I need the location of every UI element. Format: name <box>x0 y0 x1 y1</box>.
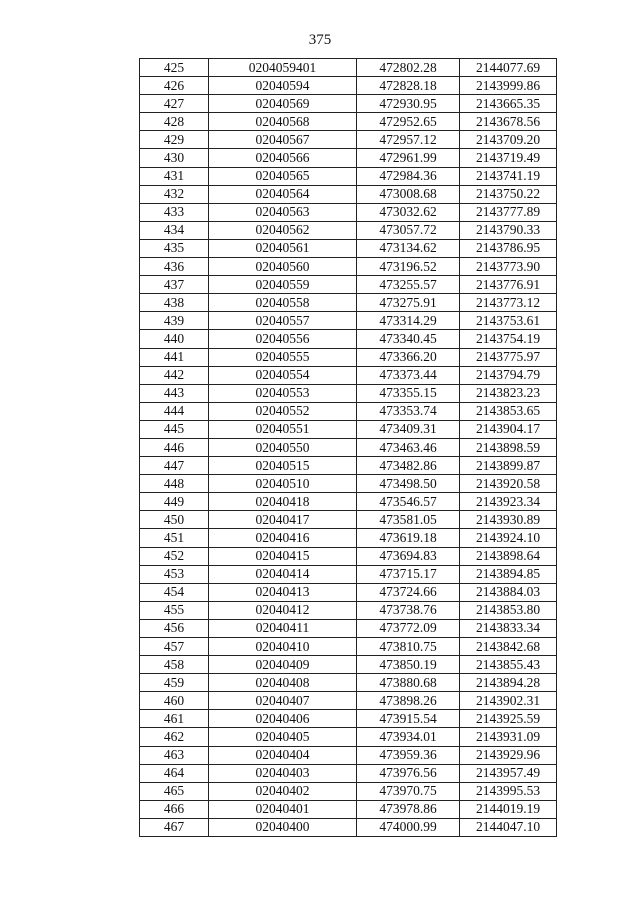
point-number-cell: 464 <box>140 764 209 782</box>
point-number-cell: 434 <box>140 221 209 239</box>
y-coordinate-cell: 2143786.95 <box>460 239 557 257</box>
x-coordinate-cell: 473978.86 <box>357 800 460 818</box>
point-number-cell: 463 <box>140 746 209 764</box>
point-number-cell: 444 <box>140 402 209 420</box>
x-coordinate-cell: 473353.74 <box>357 402 460 420</box>
table-row <box>140 547 557 565</box>
point-code-cell: 02040410 <box>209 638 357 656</box>
point-number-cell: 436 <box>140 258 209 276</box>
table-row <box>140 601 557 619</box>
x-coordinate-cell: 473409.31 <box>357 420 460 438</box>
y-coordinate-cell: 2143709.20 <box>460 131 557 149</box>
x-coordinate-cell: 473810.75 <box>357 638 460 656</box>
x-coordinate-cell: 473255.57 <box>357 276 460 294</box>
point-code-cell: 02040561 <box>209 239 357 257</box>
y-coordinate-cell: 2143833.34 <box>460 619 557 637</box>
x-coordinate-cell: 473314.29 <box>357 312 460 330</box>
y-coordinate-cell: 2143823.23 <box>460 384 557 402</box>
x-coordinate-cell: 472802.28 <box>357 59 460 77</box>
point-code-cell: 02040417 <box>209 511 357 529</box>
point-number-cell: 465 <box>140 782 209 800</box>
point-code-cell: 02040408 <box>209 674 357 692</box>
y-coordinate-cell: 2143775.97 <box>460 348 557 366</box>
y-coordinate-cell: 2143853.65 <box>460 402 557 420</box>
point-number-cell: 462 <box>140 728 209 746</box>
x-coordinate-cell: 473915.54 <box>357 710 460 728</box>
page-number: 375 <box>308 32 332 48</box>
point-code-cell: 02040566 <box>209 149 357 167</box>
x-coordinate-cell: 473772.09 <box>357 619 460 637</box>
y-coordinate-cell: 2143904.17 <box>460 420 557 438</box>
point-number-cell: 467 <box>140 818 209 836</box>
point-number-cell: 431 <box>140 167 209 185</box>
coordinates-table-body <box>140 59 557 837</box>
table-row <box>140 638 557 656</box>
point-code-cell: 02040553 <box>209 384 357 402</box>
point-number-cell: 428 <box>140 113 209 131</box>
x-coordinate-cell: 473880.68 <box>357 674 460 692</box>
point-number-cell: 445 <box>140 420 209 438</box>
y-coordinate-cell: 2143665.35 <box>460 95 557 113</box>
x-coordinate-cell: 473366.20 <box>357 348 460 366</box>
point-code-cell: 02040558 <box>209 294 357 312</box>
point-code-cell: 02040550 <box>209 438 357 456</box>
y-coordinate-cell: 2143899.87 <box>460 457 557 475</box>
point-number-cell: 452 <box>140 547 209 565</box>
point-number-cell: 438 <box>140 294 209 312</box>
y-coordinate-cell: 2143931.09 <box>460 728 557 746</box>
x-coordinate-cell: 472930.95 <box>357 95 460 113</box>
y-coordinate-cell: 2143999.86 <box>460 77 557 95</box>
point-number-cell: 460 <box>140 692 209 710</box>
y-coordinate-cell: 2143894.28 <box>460 674 557 692</box>
table-row <box>140 800 557 818</box>
y-coordinate-cell: 2143957.49 <box>460 764 557 782</box>
point-code-cell: 02040554 <box>209 366 357 384</box>
point-number-cell: 433 <box>140 203 209 221</box>
table-row <box>140 656 557 674</box>
table-row <box>140 239 557 257</box>
point-number-cell: 427 <box>140 95 209 113</box>
x-coordinate-cell: 472957.12 <box>357 131 460 149</box>
point-number-cell: 439 <box>140 312 209 330</box>
table-row <box>140 59 557 77</box>
point-code-cell: 02040565 <box>209 167 357 185</box>
y-coordinate-cell: 2143898.59 <box>460 438 557 456</box>
y-coordinate-cell: 2143995.53 <box>460 782 557 800</box>
y-coordinate-cell: 2143898.64 <box>460 547 557 565</box>
x-coordinate-cell: 473275.91 <box>357 294 460 312</box>
table-row <box>140 529 557 547</box>
x-coordinate-cell: 473498.50 <box>357 475 460 493</box>
table-row <box>140 674 557 692</box>
table-row <box>140 818 557 836</box>
y-coordinate-cell: 2143924.10 <box>460 529 557 547</box>
point-number-cell: 441 <box>140 348 209 366</box>
point-code-cell: 02040563 <box>209 203 357 221</box>
table-row <box>140 366 557 384</box>
point-number-cell: 440 <box>140 330 209 348</box>
y-coordinate-cell: 2143754.19 <box>460 330 557 348</box>
table-row <box>140 746 557 764</box>
table-row <box>140 258 557 276</box>
point-code-cell: 02040405 <box>209 728 357 746</box>
point-code-cell: 02040402 <box>209 782 357 800</box>
point-code-cell: 02040400 <box>209 818 357 836</box>
point-number-cell: 466 <box>140 800 209 818</box>
point-number-cell: 450 <box>140 511 209 529</box>
table-row <box>140 475 557 493</box>
x-coordinate-cell: 472961.99 <box>357 149 460 167</box>
x-coordinate-cell: 473694.83 <box>357 547 460 565</box>
point-number-cell: 448 <box>140 475 209 493</box>
table-row <box>140 619 557 637</box>
table-row <box>140 511 557 529</box>
y-coordinate-cell: 2143794.79 <box>460 366 557 384</box>
point-number-cell: 458 <box>140 656 209 674</box>
point-number-cell: 451 <box>140 529 209 547</box>
y-coordinate-cell: 2143777.89 <box>460 203 557 221</box>
point-code-cell: 02040412 <box>209 601 357 619</box>
point-code-cell: 02040407 <box>209 692 357 710</box>
table-row <box>140 149 557 167</box>
table-row <box>140 782 557 800</box>
y-coordinate-cell: 2143894.85 <box>460 565 557 583</box>
point-number-cell: 456 <box>140 619 209 637</box>
y-coordinate-cell: 2144047.10 <box>460 818 557 836</box>
x-coordinate-cell: 473581.05 <box>357 511 460 529</box>
y-coordinate-cell: 2144077.69 <box>460 59 557 77</box>
y-coordinate-cell: 2143853.80 <box>460 601 557 619</box>
point-number-cell: 442 <box>140 366 209 384</box>
table-row <box>140 764 557 782</box>
x-coordinate-cell: 473619.18 <box>357 529 460 547</box>
x-coordinate-cell: 473934.01 <box>357 728 460 746</box>
y-coordinate-cell: 2143753.61 <box>460 312 557 330</box>
y-coordinate-cell: 2143773.90 <box>460 258 557 276</box>
point-code-cell: 02040403 <box>209 764 357 782</box>
point-code-cell: 02040562 <box>209 221 357 239</box>
point-number-cell: 429 <box>140 131 209 149</box>
point-code-cell: 02040418 <box>209 493 357 511</box>
x-coordinate-cell: 473057.72 <box>357 221 460 239</box>
x-coordinate-cell: 474000.99 <box>357 818 460 836</box>
point-code-cell: 02040555 <box>209 348 357 366</box>
table-row <box>140 203 557 221</box>
point-code-cell: 02040564 <box>209 185 357 203</box>
table-row <box>140 221 557 239</box>
point-code-cell: 02040594 <box>209 77 357 95</box>
point-code-cell: 02040515 <box>209 457 357 475</box>
table-row <box>140 438 557 456</box>
y-coordinate-cell: 2143902.31 <box>460 692 557 710</box>
x-coordinate-cell: 473898.26 <box>357 692 460 710</box>
point-number-cell: 425 <box>140 59 209 77</box>
table-row <box>140 402 557 420</box>
point-code-cell: 02040556 <box>209 330 357 348</box>
point-number-cell: 437 <box>140 276 209 294</box>
point-number-cell: 459 <box>140 674 209 692</box>
point-number-cell: 432 <box>140 185 209 203</box>
point-number-cell: 461 <box>140 710 209 728</box>
y-coordinate-cell: 2143790.33 <box>460 221 557 239</box>
table-row <box>140 312 557 330</box>
y-coordinate-cell: 2143925.59 <box>460 710 557 728</box>
y-coordinate-cell: 2143678.56 <box>460 113 557 131</box>
point-number-cell: 426 <box>140 77 209 95</box>
x-coordinate-cell: 473355.15 <box>357 384 460 402</box>
x-coordinate-cell: 473134.62 <box>357 239 460 257</box>
x-coordinate-cell: 473340.45 <box>357 330 460 348</box>
y-coordinate-cell: 2143930.89 <box>460 511 557 529</box>
point-code-cell: 02040552 <box>209 402 357 420</box>
y-coordinate-cell: 2143855.43 <box>460 656 557 674</box>
point-code-cell: 02040411 <box>209 619 357 637</box>
point-code-cell: 02040413 <box>209 583 357 601</box>
table-row <box>140 113 557 131</box>
table-row <box>140 276 557 294</box>
coordinates-table <box>139 58 557 837</box>
y-coordinate-cell: 2143920.58 <box>460 475 557 493</box>
y-coordinate-cell: 2143776.91 <box>460 276 557 294</box>
point-code-cell: 02040415 <box>209 547 357 565</box>
x-coordinate-cell: 473976.56 <box>357 764 460 782</box>
y-coordinate-cell: 2143719.49 <box>460 149 557 167</box>
point-number-cell: 455 <box>140 601 209 619</box>
x-coordinate-cell: 473715.17 <box>357 565 460 583</box>
table-row <box>140 348 557 366</box>
point-number-cell: 457 <box>140 638 209 656</box>
x-coordinate-cell: 473959.36 <box>357 746 460 764</box>
table-row <box>140 710 557 728</box>
x-coordinate-cell: 473850.19 <box>357 656 460 674</box>
point-code-cell: 0204059401 <box>209 59 357 77</box>
table-row <box>140 583 557 601</box>
x-coordinate-cell: 473738.76 <box>357 601 460 619</box>
y-coordinate-cell: 2143884.03 <box>460 583 557 601</box>
point-number-cell: 454 <box>140 583 209 601</box>
x-coordinate-cell: 473463.46 <box>357 438 460 456</box>
table-row <box>140 167 557 185</box>
table-row <box>140 384 557 402</box>
point-code-cell: 02040414 <box>209 565 357 583</box>
point-code-cell: 02040551 <box>209 420 357 438</box>
point-code-cell: 02040404 <box>209 746 357 764</box>
x-coordinate-cell: 472828.18 <box>357 77 460 95</box>
point-number-cell: 453 <box>140 565 209 583</box>
point-code-cell: 02040510 <box>209 475 357 493</box>
table-row <box>140 330 557 348</box>
x-coordinate-cell: 472984.36 <box>357 167 460 185</box>
x-coordinate-cell: 473032.62 <box>357 203 460 221</box>
table-row <box>140 565 557 583</box>
x-coordinate-cell: 473546.57 <box>357 493 460 511</box>
point-number-cell: 449 <box>140 493 209 511</box>
point-number-cell: 447 <box>140 457 209 475</box>
point-code-cell: 02040560 <box>209 258 357 276</box>
table-row <box>140 728 557 746</box>
y-coordinate-cell: 2143842.68 <box>460 638 557 656</box>
point-code-cell: 02040567 <box>209 131 357 149</box>
point-number-cell: 443 <box>140 384 209 402</box>
y-coordinate-cell: 2143750.22 <box>460 185 557 203</box>
y-coordinate-cell: 2143741.19 <box>460 167 557 185</box>
point-code-cell: 02040409 <box>209 656 357 674</box>
table-row <box>140 185 557 203</box>
table-row <box>140 493 557 511</box>
point-number-cell: 430 <box>140 149 209 167</box>
x-coordinate-cell: 473724.66 <box>357 583 460 601</box>
y-coordinate-cell: 2143929.96 <box>460 746 557 764</box>
y-coordinate-cell: 2144019.19 <box>460 800 557 818</box>
point-code-cell: 02040559 <box>209 276 357 294</box>
point-code-cell: 02040406 <box>209 710 357 728</box>
table-row <box>140 95 557 113</box>
y-coordinate-cell: 2143773.12 <box>460 294 557 312</box>
table-row <box>140 457 557 475</box>
x-coordinate-cell: 473482.86 <box>357 457 460 475</box>
point-code-cell: 02040557 <box>209 312 357 330</box>
x-coordinate-cell: 473970.75 <box>357 782 460 800</box>
point-code-cell: 02040401 <box>209 800 357 818</box>
point-number-cell: 435 <box>140 239 209 257</box>
x-coordinate-cell: 473196.52 <box>357 258 460 276</box>
x-coordinate-cell: 472952.65 <box>357 113 460 131</box>
y-coordinate-cell: 2143923.34 <box>460 493 557 511</box>
point-code-cell: 02040416 <box>209 529 357 547</box>
table-row <box>140 420 557 438</box>
table-row <box>140 131 557 149</box>
x-coordinate-cell: 473008.68 <box>357 185 460 203</box>
table-row <box>140 77 557 95</box>
x-coordinate-cell: 473373.44 <box>357 366 460 384</box>
table-row <box>140 294 557 312</box>
point-number-cell: 446 <box>140 438 209 456</box>
table-row <box>140 692 557 710</box>
point-code-cell: 02040569 <box>209 95 357 113</box>
point-code-cell: 02040568 <box>209 113 357 131</box>
